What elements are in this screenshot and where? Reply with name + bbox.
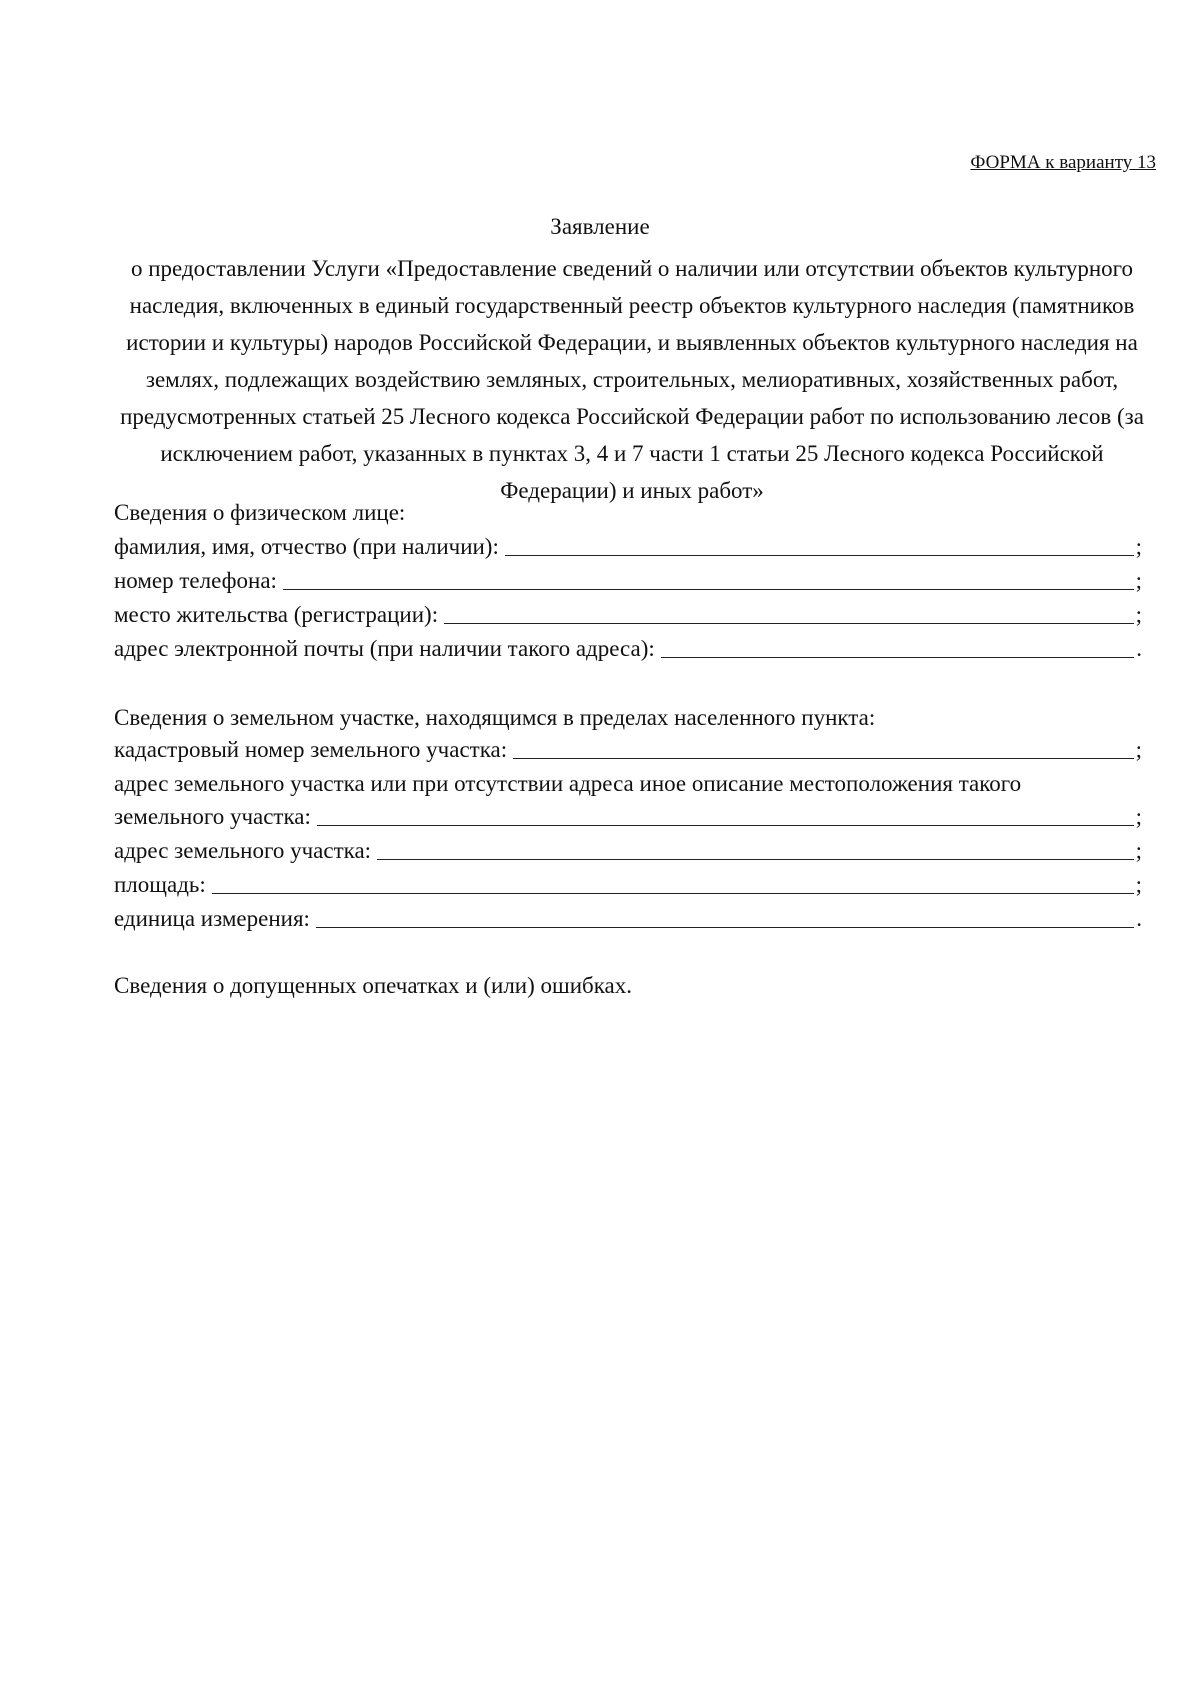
document-subtitle: о предоставлении Услуги «Предоставление сведений о наличии или отсутствии объектов культурного наследия, включенных в единый государственный реестр объектов культурного наследия (памятников истории и культуры) народов Российской Федерации, и выявленных объектов культурного наследия на землях, подлежащих воздействию земляных, строительных, мелиоративных, хозяйственных работ, предусмотренных статьей 25 Лесного кодекса Российской Федерации работ по использованию лесов (за исключением работ, указанных в пунктах 3, 4 и 7 части 1 статьи 25 Лесного кодекса Российской Федерации) и иных работ»: [120, 256, 1144, 503]
land-address-field[interactable]: [114, 834, 1142, 864]
land-section-heading: Сведения о земельном участке, находящимся в пределах населенного пункта:: [114, 705, 876, 730]
full-name-label: фамилия, имя, отчество (при наличии):: [114, 534, 499, 559]
cadastral-number-label: кадастровый номер земельного участка:: [114, 737, 508, 762]
field-terminator: .: [1136, 636, 1142, 661]
field-terminator: ;: [1135, 534, 1142, 559]
email-input-line[interactable]: [661, 635, 1134, 658]
full-name-input-line[interactable]: [505, 533, 1134, 556]
field-terminator: ;: [1135, 568, 1142, 593]
land-address-input-line[interactable]: [377, 837, 1134, 860]
land-location-description-label: адрес земельного участка или при отсутствии адреса иное описание местоположения такого: [114, 771, 1022, 796]
area-label: площадь:: [114, 872, 206, 897]
unit-label: единица измерения:: [114, 906, 310, 931]
land-location-input-line[interactable]: [317, 803, 1134, 826]
residence-input-line[interactable]: [444, 601, 1134, 624]
full-name-field[interactable]: [114, 530, 1142, 560]
field-terminator: ;: [1135, 804, 1142, 829]
field-terminator: ;: [1135, 872, 1142, 897]
field-terminator: .: [1136, 906, 1142, 931]
unit-field[interactable]: [114, 902, 1142, 932]
email-label: адрес электронной почты (при наличии такого адреса):: [114, 636, 655, 661]
email-field[interactable]: [114, 632, 1142, 662]
cadastral-number-input-line[interactable]: [513, 736, 1133, 759]
area-field[interactable]: [114, 868, 1142, 898]
person-section-heading: Сведения о физическом лице:: [114, 500, 406, 525]
land-address-label: адрес земельного участка:: [114, 838, 372, 863]
form-reference: ФОРМА к варианту 13: [970, 152, 1156, 173]
field-terminator: ;: [1135, 737, 1142, 762]
field-terminator: ;: [1135, 838, 1142, 863]
residence-field[interactable]: [114, 598, 1142, 628]
document-title: Заявление: [550, 214, 650, 239]
residence-label: место жительства (регистрации):: [114, 602, 439, 627]
phone-field[interactable]: [114, 564, 1142, 594]
errors-section-heading: Сведения о допущенных опечатках и (или) ошибках.: [114, 973, 633, 998]
cadastral-number-field[interactable]: [114, 733, 1142, 763]
land-location-label: земельного участка:: [114, 804, 311, 829]
phone-input-line[interactable]: [283, 567, 1134, 590]
phone-label: номер телефона:: [114, 568, 277, 593]
unit-input-line[interactable]: [316, 905, 1134, 928]
land-location-field[interactable]: [114, 800, 1142, 830]
area-input-line[interactable]: [212, 871, 1134, 894]
field-terminator: ;: [1135, 602, 1142, 627]
